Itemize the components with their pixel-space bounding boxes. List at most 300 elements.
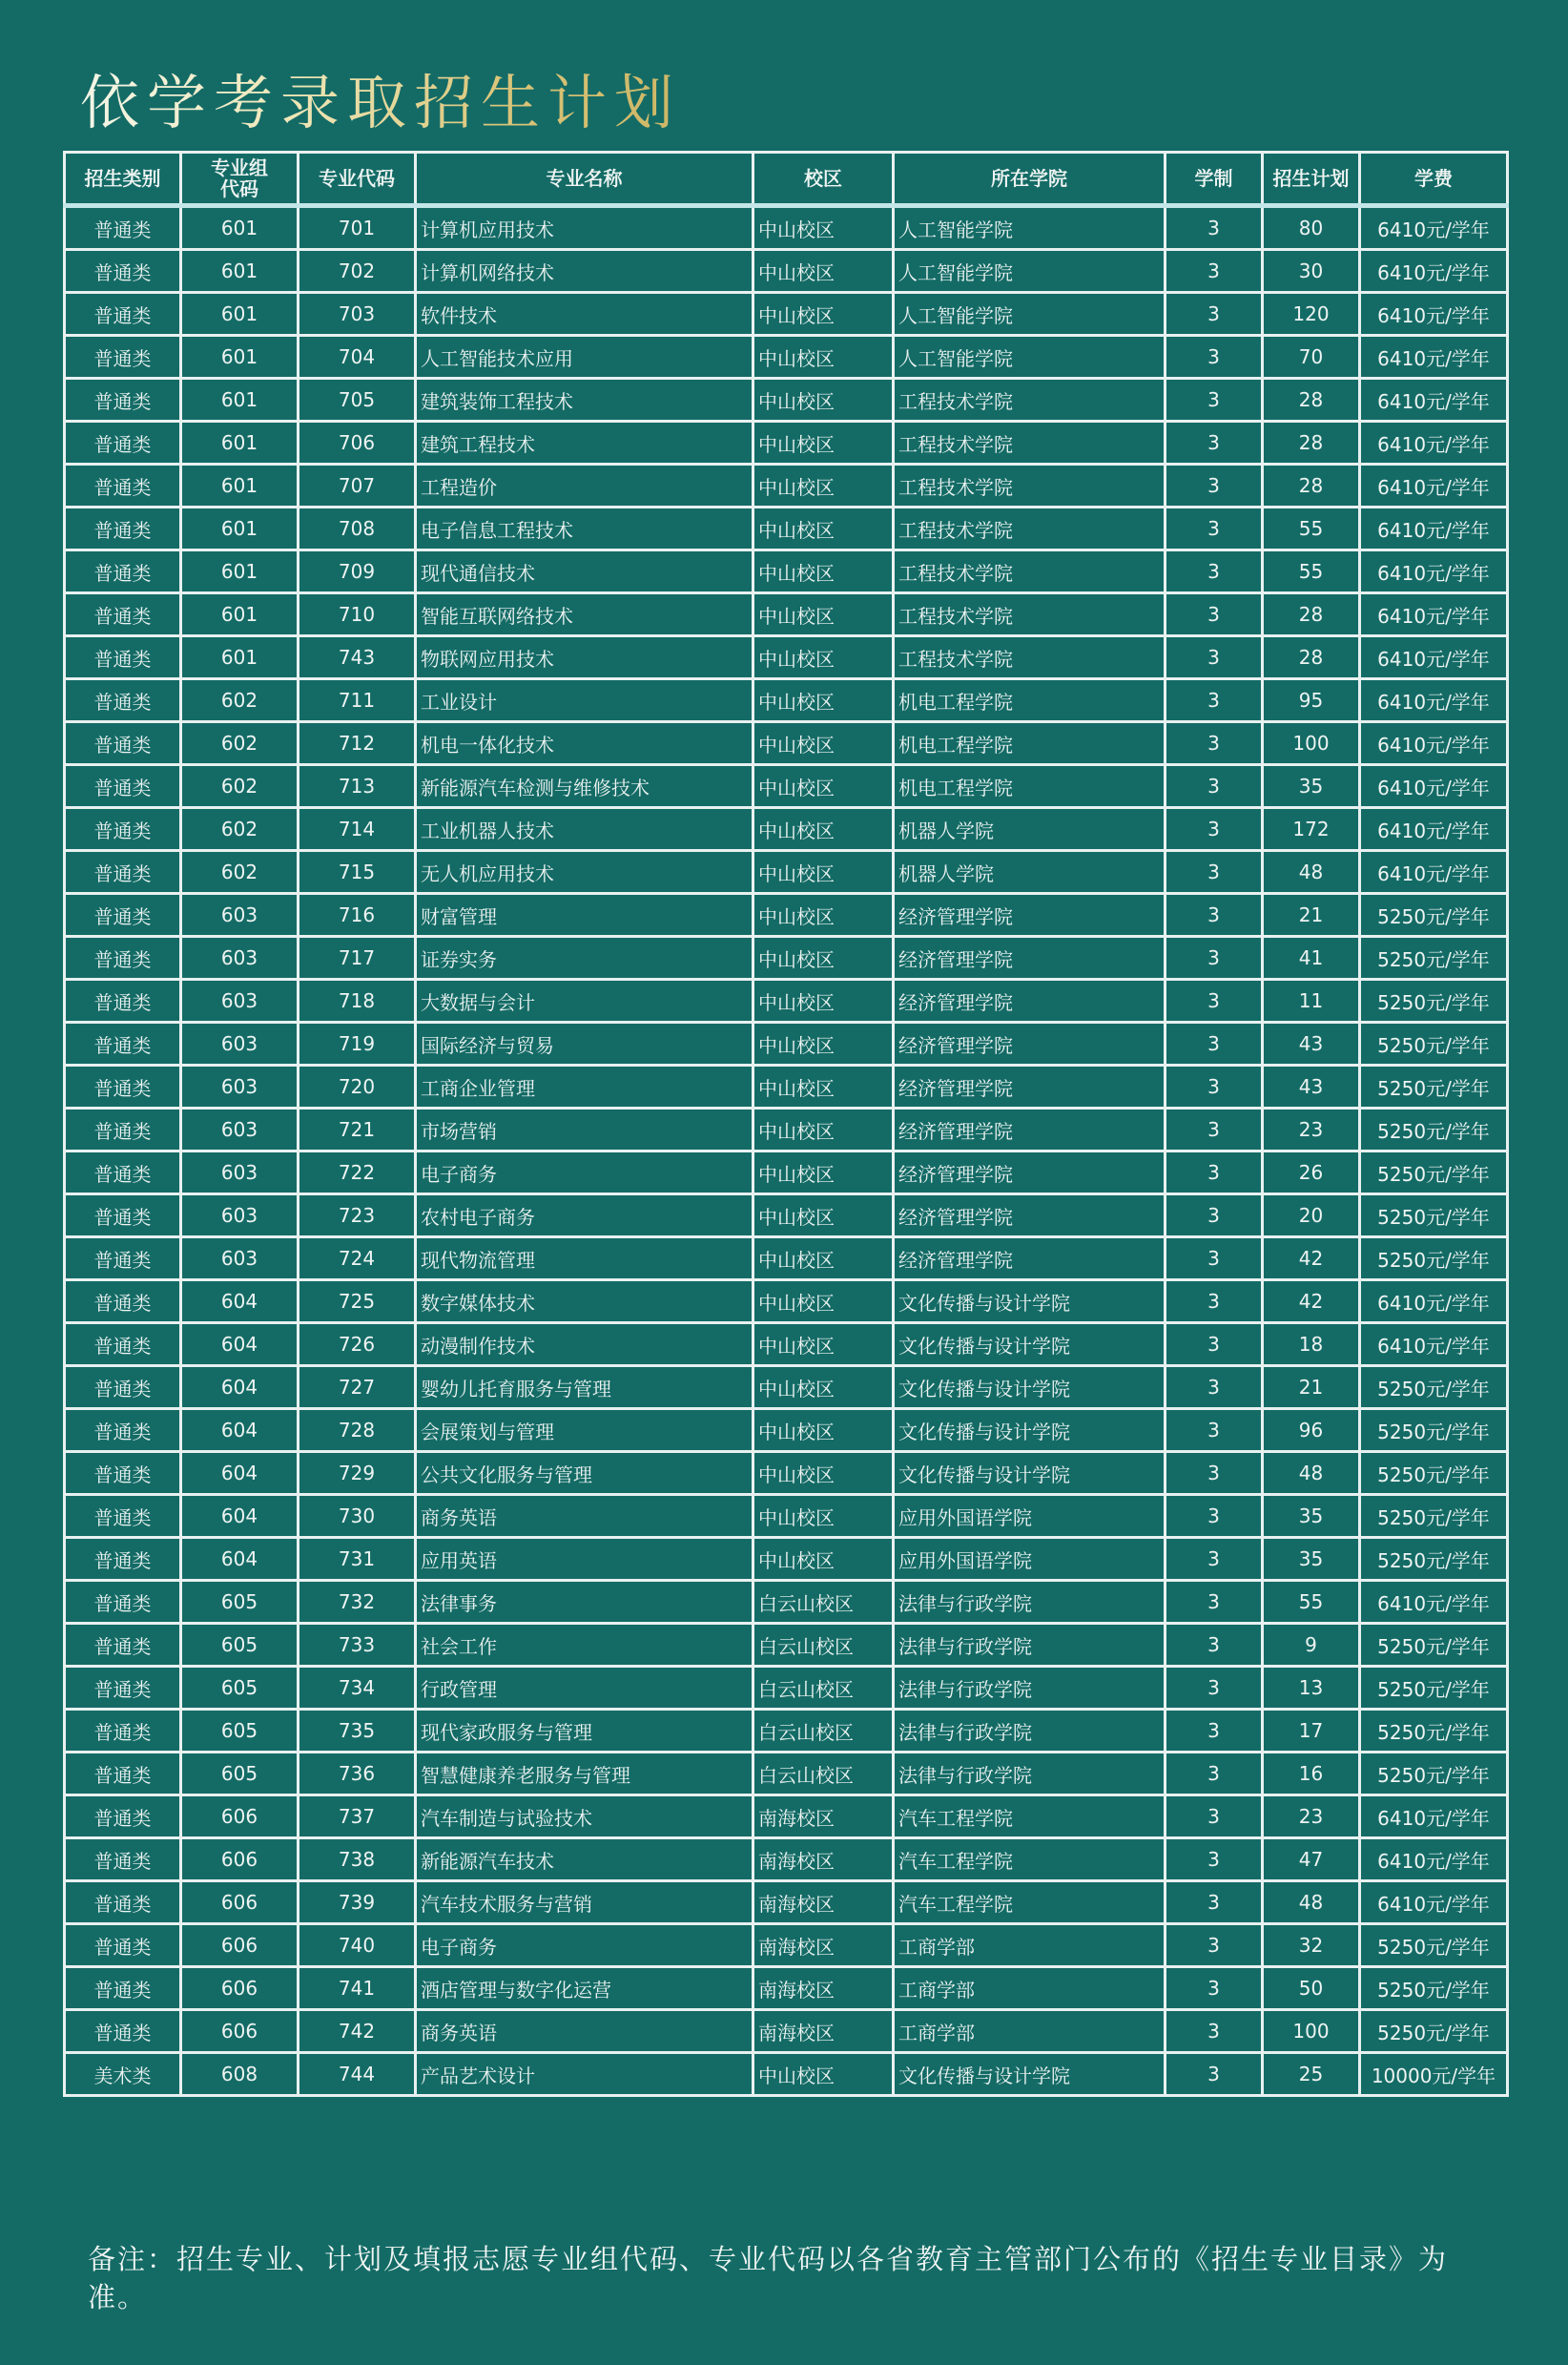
cell-tuition: 6410元/学年 [1360,336,1508,379]
cell-duration: 3 [1166,722,1263,765]
cell-college: 经济管理学院 [894,1109,1166,1151]
cell-tuition: 6410元/学年 [1360,593,1508,636]
cell-tuition: 6410元/学年 [1360,1280,1508,1323]
table-row [65,1495,1508,1538]
cell-plan: 50 [1263,1967,1360,2010]
table-row [65,765,1508,808]
cell-plan: 13 [1263,1667,1360,1710]
cell-major-name: 新能源汽车技术 [416,1838,753,1881]
table-row [65,1967,1508,2010]
cell-plan: 9 [1263,1624,1360,1667]
cell-college: 经济管理学院 [894,937,1166,980]
cell-college: 机器人学院 [894,851,1166,894]
cell-tuition: 5250元/学年 [1360,937,1508,980]
cell-plan: 30 [1263,250,1360,293]
cell-tuition: 6410元/学年 [1360,722,1508,765]
cell-major-code: 719 [299,1023,416,1066]
cell-category: 普通类 [65,1881,181,1924]
cell-major-code: 732 [299,1581,416,1624]
cell-major-code: 715 [299,851,416,894]
cell-college: 人工智能学院 [894,250,1166,293]
cell-major-name: 动漫制作技术 [416,1323,753,1366]
cell-major-code: 706 [299,422,416,465]
cell-duration: 3 [1166,1066,1263,1109]
cell-category: 普通类 [65,679,181,722]
cell-category: 普通类 [65,1066,181,1109]
cell-campus: 南海校区 [753,1967,894,2010]
table-row [65,593,1508,636]
cell-duration: 3 [1166,1409,1263,1452]
cell-major-name: 新能源汽车检测与维修技术 [416,765,753,808]
cell-group-code: 608 [181,2053,299,2096]
cell-plan: 11 [1263,980,1360,1023]
cell-campus: 中山校区 [753,593,894,636]
cell-tuition: 6410元/学年 [1360,679,1508,722]
cell-plan: 100 [1263,722,1360,765]
cell-major-code: 739 [299,1881,416,1924]
cell-tuition: 6410元/学年 [1360,206,1508,250]
cell-campus: 南海校区 [753,1838,894,1881]
cell-major-name: 现代通信技术 [416,550,753,593]
cell-category: 普通类 [65,1753,181,1795]
cell-campus: 中山校区 [753,1194,894,1237]
cell-plan: 35 [1263,1495,1360,1538]
cell-major-name: 工业设计 [416,679,753,722]
cell-tuition: 6410元/学年 [1360,808,1508,851]
table-row [65,1280,1508,1323]
cell-tuition: 5250元/学年 [1360,980,1508,1023]
cell-college: 工程技术学院 [894,593,1166,636]
cell-category: 普通类 [65,808,181,851]
header-group-code: 专业组代码 [181,153,299,206]
cell-major-code: 709 [299,550,416,593]
cell-duration: 3 [1166,1109,1263,1151]
cell-group-code: 602 [181,851,299,894]
cell-category: 普通类 [65,550,181,593]
header-tuition: 学费 [1360,153,1508,206]
cell-college: 人工智能学院 [894,293,1166,336]
cell-duration: 3 [1166,679,1263,722]
cell-tuition: 5250元/学年 [1360,1194,1508,1237]
cell-college: 应用外国语学院 [894,1538,1166,1581]
cell-campus: 中山校区 [753,1151,894,1194]
cell-campus: 中山校区 [753,722,894,765]
cell-campus: 南海校区 [753,1795,894,1838]
cell-tuition: 5250元/学年 [1360,894,1508,937]
cell-campus: 中山校区 [753,1109,894,1151]
cell-group-code: 604 [181,1280,299,1323]
cell-major-name: 国际经济与贸易 [416,1023,753,1066]
cell-campus: 白云山校区 [753,1581,894,1624]
cell-group-code: 603 [181,1237,299,1280]
cell-college: 法律与行政学院 [894,1624,1166,1667]
cell-group-code: 605 [181,1667,299,1710]
cell-tuition: 6410元/学年 [1360,379,1508,422]
cell-college: 经济管理学院 [894,1194,1166,1237]
table-row [65,1795,1508,1838]
cell-campus: 白云山校区 [753,1624,894,1667]
cell-tuition: 6410元/学年 [1360,1323,1508,1366]
cell-college: 工程技术学院 [894,422,1166,465]
cell-major-name: 智能互联网络技术 [416,593,753,636]
cell-campus: 中山校区 [753,2053,894,2096]
cell-plan: 42 [1263,1280,1360,1323]
table-row [65,336,1508,379]
cell-duration: 3 [1166,1881,1263,1924]
cell-college: 经济管理学院 [894,1023,1166,1066]
cell-major-code: 721 [299,1109,416,1151]
cell-duration: 3 [1166,422,1263,465]
cell-category: 普通类 [65,1023,181,1066]
header-major-code: 专业代码 [299,153,416,206]
cell-college: 汽车工程学院 [894,1881,1166,1924]
cell-major-name: 法律事务 [416,1581,753,1624]
cell-major-name: 现代物流管理 [416,1237,753,1280]
cell-campus: 中山校区 [753,1323,894,1366]
cell-campus: 中山校区 [753,508,894,550]
cell-campus: 中山校区 [753,636,894,679]
cell-duration: 3 [1166,851,1263,894]
cell-plan: 80 [1263,206,1360,250]
cell-campus: 中山校区 [753,293,894,336]
cell-major-name: 无人机应用技术 [416,851,753,894]
cell-major-code: 737 [299,1795,416,1838]
cell-category: 美术类 [65,2053,181,2096]
cell-duration: 3 [1166,593,1263,636]
cell-college: 工商学部 [894,1967,1166,2010]
table-row [65,1624,1508,1667]
cell-plan: 23 [1263,1109,1360,1151]
cell-college: 文化传播与设计学院 [894,1452,1166,1495]
cell-duration: 3 [1166,508,1263,550]
cell-major-name: 软件技术 [416,293,753,336]
cell-group-code: 603 [181,1151,299,1194]
header-plan: 招生计划 [1263,153,1360,206]
cell-major-code: 708 [299,508,416,550]
cell-major-name: 证券实务 [416,937,753,980]
cell-plan: 47 [1263,1838,1360,1881]
table-row [65,379,1508,422]
cell-group-code: 604 [181,1538,299,1581]
table-row [65,293,1508,336]
table-row [65,1109,1508,1151]
cell-college: 工商学部 [894,2010,1166,2053]
cell-plan: 28 [1263,379,1360,422]
cell-major-name: 婴幼儿托育服务与管理 [416,1366,753,1409]
table-row [65,1667,1508,1710]
cell-major-name: 社会工作 [416,1624,753,1667]
table-row [65,1323,1508,1366]
cell-category: 普通类 [65,1237,181,1280]
cell-major-name: 商务英语 [416,1495,753,1538]
cell-category: 普通类 [65,1409,181,1452]
cell-category: 普通类 [65,336,181,379]
cell-duration: 3 [1166,1323,1263,1366]
cell-tuition: 5250元/学年 [1360,1023,1508,1066]
cell-tuition: 5250元/学年 [1360,1667,1508,1710]
cell-category: 普通类 [65,1109,181,1151]
cell-major-code: 705 [299,379,416,422]
header-major-name: 专业名称 [416,153,753,206]
cell-category: 普通类 [65,1581,181,1624]
table-row [65,679,1508,722]
cell-major-name: 工业机器人技术 [416,808,753,851]
table-row [65,1066,1508,1109]
cell-plan: 42 [1263,1237,1360,1280]
cell-major-name: 汽车技术服务与营销 [416,1881,753,1924]
cell-campus: 中山校区 [753,550,894,593]
cell-group-code: 604 [181,1495,299,1538]
cell-category: 普通类 [65,937,181,980]
cell-campus: 中山校区 [753,1366,894,1409]
cell-plan: 28 [1263,636,1360,679]
header-campus: 校区 [753,153,894,206]
cell-major-name: 工商企业管理 [416,1066,753,1109]
cell-major-code: 717 [299,937,416,980]
cell-major-code: 743 [299,636,416,679]
cell-group-code: 603 [181,1194,299,1237]
cell-campus: 中山校区 [753,336,894,379]
cell-group-code: 606 [181,1795,299,1838]
cell-category: 普通类 [65,593,181,636]
table-row [65,1924,1508,1967]
table-row [65,250,1508,293]
cell-group-code: 601 [181,593,299,636]
cell-group-code: 605 [181,1753,299,1795]
table-row [65,1237,1508,1280]
cell-major-name: 公共文化服务与管理 [416,1452,753,1495]
cell-college: 人工智能学院 [894,336,1166,379]
cell-college: 文化传播与设计学院 [894,1409,1166,1452]
cell-campus: 中山校区 [753,851,894,894]
cell-tuition: 5250元/学年 [1360,1924,1508,1967]
cell-tuition: 5250元/学年 [1360,1151,1508,1194]
cell-duration: 3 [1166,1924,1263,1967]
cell-campus: 南海校区 [753,1881,894,1924]
cell-tuition: 6410元/学年 [1360,550,1508,593]
cell-major-code: 730 [299,1495,416,1538]
cell-major-code: 711 [299,679,416,722]
cell-group-code: 603 [181,937,299,980]
cell-campus: 中山校区 [753,1023,894,1066]
cell-tuition: 6410元/学年 [1360,1581,1508,1624]
cell-tuition: 6410元/学年 [1360,293,1508,336]
cell-duration: 3 [1166,379,1263,422]
cell-college: 法律与行政学院 [894,1581,1166,1624]
cell-college: 文化传播与设计学院 [894,1280,1166,1323]
cell-major-code: 741 [299,1967,416,2010]
cell-campus: 中山校区 [753,422,894,465]
cell-major-name: 数字媒体技术 [416,1280,753,1323]
cell-plan: 28 [1263,593,1360,636]
cell-college: 机器人学院 [894,808,1166,851]
table-row [65,2010,1508,2053]
cell-category: 普通类 [65,250,181,293]
cell-tuition: 5250元/学年 [1360,1624,1508,1667]
cell-group-code: 601 [181,293,299,336]
cell-college: 经济管理学院 [894,1237,1166,1280]
table-row [65,980,1508,1023]
cell-major-code: 701 [299,206,416,250]
cell-campus: 南海校区 [753,1924,894,1967]
cell-category: 普通类 [65,722,181,765]
cell-college: 工程技术学院 [894,636,1166,679]
cell-category: 普通类 [65,894,181,937]
cell-duration: 3 [1166,1667,1263,1710]
cell-category: 普通类 [65,636,181,679]
cell-category: 普通类 [65,1366,181,1409]
cell-major-name: 市场营销 [416,1109,753,1151]
cell-major-code: 735 [299,1710,416,1753]
cell-plan: 95 [1263,679,1360,722]
cell-duration: 3 [1166,1495,1263,1538]
cell-group-code: 603 [181,1109,299,1151]
cell-duration: 3 [1166,465,1263,508]
cell-college: 工程技术学院 [894,379,1166,422]
cell-group-code: 601 [181,336,299,379]
cell-group-code: 606 [181,1881,299,1924]
cell-group-code: 604 [181,1409,299,1452]
cell-major-code: 734 [299,1667,416,1710]
cell-college: 工程技术学院 [894,508,1166,550]
cell-college: 文化传播与设计学院 [894,2053,1166,2096]
cell-group-code: 604 [181,1366,299,1409]
cell-duration: 3 [1166,1753,1263,1795]
cell-major-code: 710 [299,593,416,636]
cell-major-name: 机电一体化技术 [416,722,753,765]
cell-major-code: 731 [299,1538,416,1581]
cell-major-name: 应用英语 [416,1538,753,1581]
cell-campus: 中山校区 [753,980,894,1023]
cell-plan: 20 [1263,1194,1360,1237]
table-row [65,1366,1508,1409]
cell-duration: 3 [1166,336,1263,379]
cell-plan: 18 [1263,1323,1360,1366]
cell-category: 普通类 [65,1452,181,1495]
cell-campus: 中山校区 [753,1409,894,1452]
cell-plan: 41 [1263,937,1360,980]
cell-major-code: 718 [299,980,416,1023]
cell-duration: 3 [1166,765,1263,808]
cell-group-code: 602 [181,765,299,808]
cell-tuition: 5250元/学年 [1360,2010,1508,2053]
enrollment-plan-table [63,151,1509,2097]
cell-campus: 白云山校区 [753,1710,894,1753]
cell-plan: 55 [1263,508,1360,550]
cell-campus: 中山校区 [753,1538,894,1581]
table-row [65,1023,1508,1066]
cell-major-code: 727 [299,1366,416,1409]
table-row [65,2053,1508,2096]
header-duration: 学制 [1166,153,1263,206]
cell-plan: 43 [1263,1066,1360,1109]
cell-category: 普通类 [65,1667,181,1710]
cell-plan: 43 [1263,1023,1360,1066]
cell-tuition: 6410元/学年 [1360,636,1508,679]
cell-major-name: 财富管理 [416,894,753,937]
cell-category: 普通类 [65,1280,181,1323]
cell-tuition: 5250元/学年 [1360,1109,1508,1151]
cell-tuition: 5250元/学年 [1360,1452,1508,1495]
cell-major-name: 计算机应用技术 [416,206,753,250]
cell-plan: 21 [1263,894,1360,937]
cell-category: 普通类 [65,422,181,465]
cell-major-name: 建筑装饰工程技术 [416,379,753,422]
cell-group-code: 601 [181,422,299,465]
cell-tuition: 6410元/学年 [1360,1881,1508,1924]
cell-plan: 55 [1263,1581,1360,1624]
cell-major-code: 712 [299,722,416,765]
cell-major-name: 电子信息工程技术 [416,508,753,550]
cell-category: 普通类 [65,206,181,250]
cell-campus: 南海校区 [753,2010,894,2053]
cell-tuition: 6410元/学年 [1360,1795,1508,1838]
cell-college: 工程技术学院 [894,465,1166,508]
cell-plan: 28 [1263,465,1360,508]
cell-group-code: 601 [181,465,299,508]
cell-college: 应用外国语学院 [894,1495,1166,1538]
cell-major-name: 行政管理 [416,1667,753,1710]
cell-major-name: 产品艺术设计 [416,2053,753,2096]
cell-group-code: 601 [181,379,299,422]
cell-tuition: 6410元/学年 [1360,422,1508,465]
cell-plan: 120 [1263,293,1360,336]
cell-tuition: 6410元/学年 [1360,1838,1508,1881]
cell-tuition: 5250元/学年 [1360,1237,1508,1280]
cell-category: 普通类 [65,1151,181,1194]
cell-major-code: 702 [299,250,416,293]
cell-plan: 26 [1263,1151,1360,1194]
cell-major-code: 733 [299,1624,416,1667]
cell-tuition: 6410元/学年 [1360,851,1508,894]
cell-major-code: 713 [299,765,416,808]
cell-duration: 3 [1166,937,1263,980]
table-row [65,1409,1508,1452]
cell-group-code: 605 [181,1581,299,1624]
cell-category: 普通类 [65,1495,181,1538]
cell-group-code: 602 [181,679,299,722]
cell-duration: 3 [1166,2053,1263,2096]
cell-major-code: 738 [299,1838,416,1881]
cell-campus: 中山校区 [753,1237,894,1280]
table-header-row [65,153,1508,206]
cell-tuition: 10000元/学年 [1360,2053,1508,2096]
cell-major-code: 720 [299,1066,416,1109]
cell-major-code: 703 [299,293,416,336]
cell-group-code: 601 [181,636,299,679]
cell-tuition: 5250元/学年 [1360,1538,1508,1581]
table-row [65,808,1508,851]
cell-campus: 中山校区 [753,1280,894,1323]
cell-major-name: 物联网应用技术 [416,636,753,679]
cell-plan: 96 [1263,1409,1360,1452]
cell-group-code: 603 [181,894,299,937]
cell-major-name: 建筑工程技术 [416,422,753,465]
cell-group-code: 601 [181,250,299,293]
table-row [65,1194,1508,1237]
cell-major-name: 人工智能技术应用 [416,336,753,379]
cell-category: 普通类 [65,1710,181,1753]
cell-major-code: 707 [299,465,416,508]
cell-tuition: 6410元/学年 [1360,765,1508,808]
cell-college: 经济管理学院 [894,1066,1166,1109]
table-row [65,894,1508,937]
cell-tuition: 5250元/学年 [1360,1409,1508,1452]
cell-major-code: 728 [299,1409,416,1452]
header-category: 招生类别 [65,153,181,206]
cell-plan: 17 [1263,1710,1360,1753]
cell-duration: 3 [1166,1452,1263,1495]
